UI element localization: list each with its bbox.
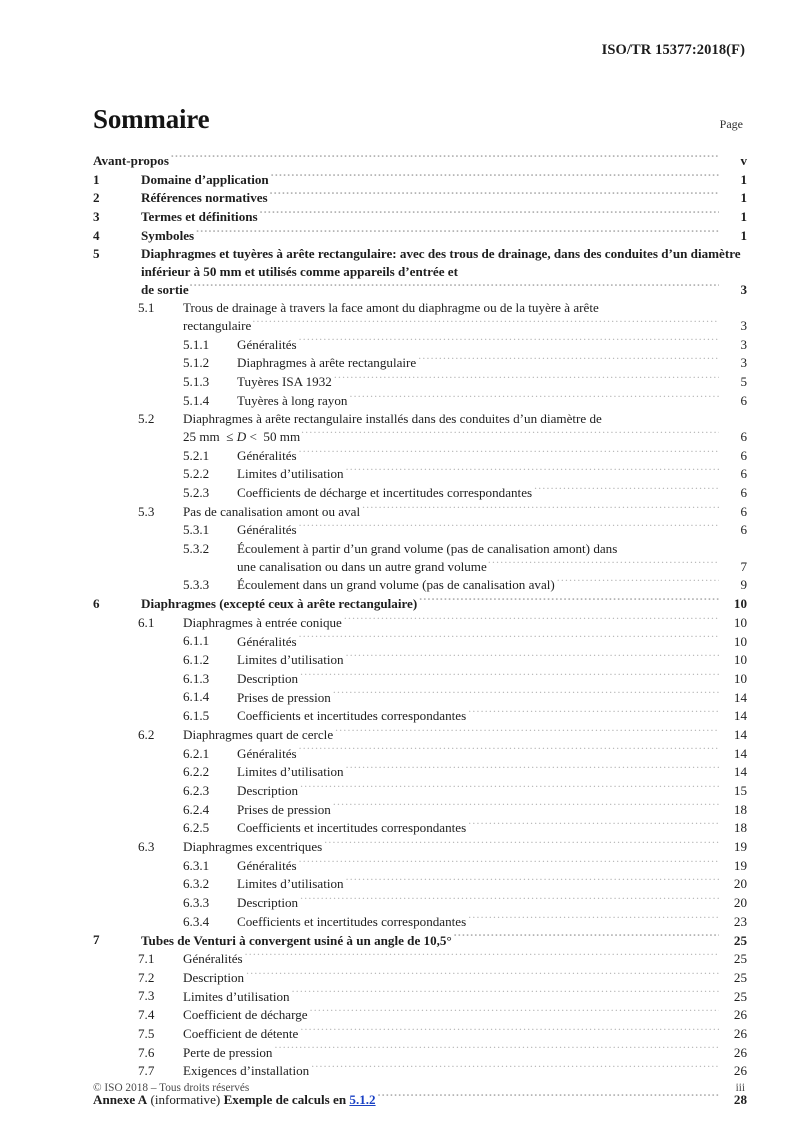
toc-entry-label: Généralités: [237, 745, 297, 761]
toc-entry-body: [183, 1062, 747, 1080]
toc-entry-body: [141, 931, 747, 949]
toc-entry-label: Diaphragmes quart de cercle: [183, 726, 334, 742]
toc-dot-leader: [292, 987, 719, 1000]
toc-dot-leader: [346, 651, 719, 664]
toc-dot-leader: [271, 171, 719, 184]
toc-entry-label: Coefficient de détente: [183, 1025, 299, 1041]
toc-dot-leader: [346, 763, 719, 776]
toc-entry-body: [93, 152, 747, 170]
toc-entry[interactable]: [93, 540, 747, 575]
table-of-contents: [93, 152, 747, 1110]
toc-entry-body: [237, 707, 747, 725]
toc-entry-body: [237, 521, 747, 539]
toc-entry-number: 2: [93, 190, 100, 206]
toc-entry-number: 5.1.1: [183, 336, 210, 352]
toc-entry-number: 5.3.1: [183, 522, 210, 538]
toc-entry-number: 7.3: [138, 988, 155, 1004]
toc-page-number: 10: [733, 614, 747, 630]
toc-entry-body: [237, 745, 747, 763]
annexe-cross-reference-link[interactable]: 5.1.2: [349, 1092, 376, 1107]
toc-entry-body: [237, 392, 747, 410]
toc-dot-leader: [333, 688, 719, 701]
toc-entry[interactable]: [93, 373, 747, 391]
toc-dot-leader: [299, 336, 719, 349]
toc-entry-body: [237, 819, 747, 837]
toc-dot-leader: [488, 558, 719, 571]
toc-dot-leader: [190, 281, 719, 294]
toc-dot-leader: [311, 1062, 719, 1075]
toc-entry-body: [183, 726, 747, 744]
toc-entry-number: 6.3.4: [183, 913, 210, 929]
toc-page-number: 5: [740, 374, 747, 390]
toc-entry[interactable]: [93, 614, 747, 632]
toc-page-number: 25: [733, 932, 747, 948]
toc-dot-leader: [324, 838, 719, 851]
toc-entry-label: Tuyères à long rayon: [237, 392, 348, 408]
toc-entry-label-lastline-row: [141, 281, 747, 299]
toc-entry-label: Généralités: [237, 857, 297, 873]
toc-page-number: 14: [733, 764, 747, 780]
toc-dot-leader: [534, 484, 719, 497]
toc-entry-number: 7.6: [138, 1044, 155, 1060]
toc-dot-leader: [245, 950, 719, 963]
toc-entry-label: Coefficients et incertitudes correspondantes: [237, 820, 467, 836]
toc-dot-leader: [334, 373, 719, 386]
toc-entry-number: 5.3.2: [183, 541, 210, 557]
toc-entry-number: 6.3: [138, 838, 155, 854]
toc-entry-label-lastline: 25 mm ≤ D < 50 mm: [183, 429, 301, 445]
toc-entry-label: Diaphragmes (excepté ceux à arête rectangulaire): [141, 596, 418, 612]
toc-entry[interactable]: [93, 1006, 747, 1024]
toc-page-number: 10: [733, 633, 747, 649]
toc-entry-number: 5.2: [138, 411, 155, 427]
toc-page-number: 25: [733, 951, 747, 967]
toc-entry-label-lastline-row: [183, 428, 747, 446]
toc-page-number: 26: [733, 1025, 747, 1041]
toc-entry-label: Limites d’utilisation: [237, 652, 344, 668]
toc-entry-number: 5.3.3: [183, 577, 210, 593]
toc-entry-body: [237, 336, 747, 354]
toc-dot-leader: [419, 595, 719, 608]
document-footer: [93, 1082, 745, 1094]
toc-entry-number: 6.2.2: [183, 764, 210, 780]
toc-page-number: 3: [740, 281, 747, 297]
toc-entry-body: [237, 540, 747, 575]
toc-title-row: [93, 104, 745, 135]
toc-entry-number: 5.1.3: [183, 373, 210, 389]
toc-page-number: 10: [733, 596, 747, 612]
toc-entry[interactable]: [93, 1062, 747, 1080]
toc-page-number: v: [740, 153, 747, 169]
toc-entry[interactable]: [93, 894, 747, 912]
toc-entry-number: 4: [93, 227, 100, 243]
toc-entry-label: Diaphragmes à arête rectangulaire installés dans des conduites d’un diamètre de: [183, 411, 602, 427]
toc-entry-label: Perte de pression: [183, 1044, 273, 1060]
toc-dot-leader: [171, 152, 719, 165]
toc-entry-number: 5.1.2: [183, 355, 210, 371]
annexe-qualifier: (informative): [147, 1092, 224, 1107]
toc-entry[interactable]: [93, 354, 747, 372]
toc-entry-number: 5.2.2: [183, 466, 210, 482]
toc-dot-leader: [299, 521, 719, 534]
toc-entry-number: 6.1.1: [183, 633, 210, 649]
toc-entry-number: 7.5: [138, 1025, 155, 1041]
toc-entry-body: [183, 299, 747, 334]
toc-entry[interactable]: [93, 651, 747, 669]
toc-entry-body: [141, 189, 747, 207]
toc-entry[interactable]: [93, 299, 747, 334]
toc-entry-label-lastline: une canalisation ou dans un autre grand volume: [237, 558, 487, 574]
document-number: ISO/TR 15377:2018(F): [601, 42, 745, 58]
toc-entry[interactable]: [93, 857, 747, 875]
toc-entry[interactable]: [93, 189, 747, 207]
toc-entry-label: Description: [237, 895, 299, 911]
toc-entry-body: [141, 208, 747, 226]
toc-entry-body: [183, 969, 747, 987]
toc-entry-body: [237, 373, 747, 391]
toc-entry[interactable]: [93, 801, 747, 819]
toc-entry-label: Exigences d’installation: [183, 1063, 310, 1079]
toc-entry[interactable]: [93, 171, 747, 189]
toc-entry-label: Diaphragmes à arête rectangulaire: [237, 355, 417, 371]
toc-page-number: 9: [740, 577, 747, 593]
toc-dot-leader: [454, 931, 719, 944]
toc-page-number: 25: [733, 988, 747, 1004]
toc-page-number: 20: [733, 895, 747, 911]
toc-dot-leader: [346, 875, 719, 888]
toc-entry-body: [183, 1025, 747, 1043]
toc-page-number: 1: [740, 209, 747, 225]
toc-dot-leader: [301, 428, 719, 441]
toc-dot-leader: [260, 208, 719, 221]
toc-entry-body: [183, 1044, 747, 1062]
toc-entry-body: [237, 632, 747, 650]
toc-entry-body: [183, 838, 747, 856]
toc-dot-leader: [300, 1025, 719, 1038]
toc-page-number: 6: [740, 447, 747, 463]
toc-dot-leader: [468, 913, 719, 926]
toc-page-number: 6: [740, 485, 747, 501]
toc-entry-label: Généralités: [237, 633, 297, 649]
toc-dot-leader: [344, 614, 719, 627]
toc-entry-number: 6.1.5: [183, 708, 210, 724]
toc-entry-label: Prises de pression: [237, 689, 331, 705]
toc-entry-label-lastline-row: [237, 558, 747, 576]
toc-dot-leader: [246, 969, 719, 982]
toc-entry-label: Description: [237, 783, 299, 798]
toc-page-number: 1: [740, 190, 747, 206]
toc-dot-leader: [299, 857, 719, 870]
toc-entry-number: 6.2.4: [183, 801, 210, 817]
toc-page-number: 6: [740, 466, 747, 482]
toc-entry-number: 5: [93, 246, 100, 262]
toc-entry-label-lastline: de sortie: [141, 281, 189, 297]
toc-entry[interactable]: [93, 707, 747, 725]
toc-entry[interactable]: [93, 208, 747, 226]
toc-entry-number: 7.1: [138, 951, 155, 967]
toc-dot-leader: [468, 819, 719, 832]
toc-entry[interactable]: [93, 1025, 747, 1043]
toc-page-number: 20: [733, 876, 747, 892]
toc-entry-body: [237, 447, 747, 465]
toc-entry[interactable]: [93, 392, 747, 410]
document-header: [93, 42, 745, 59]
toc-entry-label: Tuyères ISA 1932: [237, 374, 332, 390]
toc-entry-label: Coefficients et incertitudes correspondantes: [237, 708, 467, 724]
toc-entry-number: 5.1.4: [183, 392, 210, 408]
toc-entry-label: Prises de pression: [237, 801, 331, 817]
toc-entry-label: Généralités: [237, 336, 297, 352]
toc-entry[interactable]: [93, 336, 747, 354]
toc-entry-label: Écoulement à partir d’un grand volume (pas de canalisation amont) dans: [237, 541, 618, 557]
toc-entry-label: Limites d’utilisation: [237, 876, 344, 892]
toc-entry[interactable]: [93, 931, 747, 949]
toc-dot-leader: [333, 801, 719, 814]
toc-entry-label: Tubes de Venturi à convergent usiné à un angle de 10,5°: [141, 932, 452, 948]
toc-entry-number: 1: [93, 171, 100, 187]
toc-page-number: 19: [733, 857, 747, 873]
toc-entry[interactable]: [93, 152, 747, 170]
toc-dot-leader: [418, 354, 719, 367]
toc-page-number: 6: [740, 503, 747, 519]
toc-entry[interactable]: [93, 838, 747, 856]
toc-entry-label: Description: [183, 969, 245, 985]
toc-dot-leader: [335, 726, 719, 739]
toc-entry-label: Limites d’utilisation: [237, 764, 344, 780]
toc-dot-leader: [196, 227, 719, 240]
toc-entry-body: [237, 763, 747, 781]
toc-entry[interactable]: [93, 670, 747, 688]
toc-dot-leader: [252, 317, 719, 330]
toc-entry-body: [237, 782, 747, 800]
toc-entry-number: 5.2.3: [183, 485, 210, 500]
toc-entry-label: Références normatives: [141, 190, 268, 206]
toc-page-number: 23: [733, 913, 747, 929]
page-column-header: Page: [719, 117, 743, 131]
toc-entry-number: 6: [93, 596, 100, 612]
toc-entry-body: [141, 227, 747, 245]
toc-entry-number: 3: [93, 209, 100, 225]
toc-entry-label: Diaphragmes et tuyères à arête rectangulaire: avec des trous de drainage, dans des conduites d’un diamètre inférieur à 50 mm et utilisés comme appareils d’entrée et: [141, 246, 741, 280]
toc-entry[interactable]: [93, 763, 747, 781]
toc-entry-body: [237, 576, 747, 594]
toc-entry-number: 5.1: [138, 300, 155, 316]
copyright-notice: © ISO 2018 – Tous droits réservés: [93, 1082, 250, 1094]
toc-entry-label: Limites d’utilisation: [237, 466, 344, 482]
toc-entry-body: [183, 950, 747, 968]
toc-dot-leader: [346, 465, 719, 478]
toc-dot-leader: [300, 782, 719, 795]
toc-entry[interactable]: [93, 632, 747, 650]
toc-entry-number: 6.1: [138, 614, 155, 630]
annexe-title: Exemple de calculs en: [223, 1092, 350, 1107]
annexe-prefix: Annexe A: [93, 1092, 148, 1107]
toc-entry-body: [141, 245, 747, 298]
toc-page-number: 1: [740, 227, 747, 243]
toc-entry[interactable]: [93, 245, 747, 298]
toc-entry-label-lastline-row: [183, 317, 747, 335]
toc-entry-label: Généralités: [183, 951, 243, 967]
toc-dot-leader: [468, 707, 719, 720]
toc-page-number: 19: [733, 839, 747, 855]
page-folio: iii: [735, 1082, 745, 1094]
toc-dot-leader: [300, 894, 719, 907]
toc-entry-body: [141, 595, 747, 613]
toc-entry-label: Pas de canalisation amont ou aval: [183, 503, 361, 519]
toc-entry-body: [237, 857, 747, 875]
toc-entry-number: 7: [93, 932, 100, 948]
toc-entry-body: [237, 913, 747, 931]
toc-entry-label: Trous de drainage à travers la face amont du diaphragme ou de la tuyère à arête: [183, 300, 599, 316]
toc-page-number: 26: [733, 1007, 747, 1023]
toc-entry[interactable]: [93, 227, 747, 245]
toc-entry[interactable]: [93, 503, 747, 521]
toc-page-number: 18: [733, 801, 747, 817]
toc-entry-number: 6.2.3: [183, 782, 210, 798]
toc-entry-label: Description: [237, 670, 299, 686]
toc-entry[interactable]: [93, 576, 747, 594]
toc-entry-body: [183, 614, 747, 632]
toc-entry-number: 5.2.1: [183, 447, 210, 463]
toc-entry-body: [183, 503, 747, 521]
toc-entry-label: Généralités: [237, 447, 297, 463]
toc-entry-body: [237, 688, 747, 706]
toc-entry-number: 5.3: [138, 503, 155, 519]
toc-entry[interactable]: [93, 969, 747, 987]
toc-page-number: 6: [740, 429, 747, 445]
toc-entry-number: 6.2.5: [183, 820, 210, 836]
toc-page-number: 18: [733, 820, 747, 836]
toc-entry-label: Termes et définitions: [141, 209, 258, 225]
toc-entry-number: 6.1.4: [183, 689, 210, 705]
toc-entry-label: Coefficients de décharge et incertitudes correspondantes: [237, 485, 533, 501]
toc-entry-number: 7.4: [138, 1007, 155, 1023]
toc-entry-number: 6.2: [138, 726, 155, 742]
toc-entry[interactable]: [93, 819, 747, 837]
toc-entry-label: Avant-propos: [93, 153, 169, 169]
toc-entry-body: [237, 354, 747, 372]
toc-entry-label: Limites d’utilisation: [183, 988, 290, 1004]
toc-entry-label: Diaphragmes excentriques: [183, 839, 323, 855]
toc-page-number: 25: [733, 969, 747, 985]
toc-entry[interactable]: [93, 987, 747, 1005]
toc-dot-leader: [557, 576, 719, 589]
toc-dot-leader: [270, 189, 719, 202]
toc-page-number: 26: [733, 1044, 747, 1060]
toc-entry-body: [237, 875, 747, 893]
toc-entry[interactable]: [93, 688, 747, 706]
toc-page-number: 14: [733, 726, 747, 742]
toc-dot-leader: [300, 670, 719, 683]
toc-page-number: 6: [740, 392, 747, 408]
toc-entry-body: [237, 484, 747, 502]
toc-page-number: 10: [733, 670, 747, 686]
toc-entry-label: Symboles: [141, 227, 195, 243]
toc-entry-body: [141, 171, 747, 189]
toc-dot-leader: [274, 1044, 719, 1057]
toc-page-number: 28: [733, 1092, 747, 1107]
toc-entry[interactable]: [93, 465, 747, 483]
toc-page-number: 7: [740, 558, 747, 574]
toc-entry-body: [237, 670, 747, 688]
toc-entry-label: Coefficient de décharge: [183, 1007, 308, 1023]
toc-page-number: 3: [740, 318, 747, 333]
toc-dot-leader: [299, 745, 719, 758]
page-title: Sommaire: [93, 104, 210, 134]
toc-entry-body: [237, 801, 747, 819]
toc-page-number: 15: [733, 783, 747, 798]
toc-entry-body: [237, 465, 747, 483]
toc-entry[interactable]: [93, 521, 747, 539]
toc-entry[interactable]: [93, 447, 747, 465]
toc-dot-leader: [349, 392, 719, 405]
toc-entry-label: Coefficients et incertitudes correspondantes: [237, 913, 467, 929]
toc-entry-number: 6.1.3: [183, 670, 210, 686]
toc-entry-number: 7.7: [138, 1063, 155, 1079]
toc-entry-number: 6.3.1: [183, 857, 210, 873]
toc-entry-number: 6.3.2: [183, 876, 210, 892]
toc-entry-label-lastline: rectangulaire: [183, 318, 252, 333]
toc-page-number: 26: [733, 1063, 747, 1079]
toc-entry-label: Diaphragmes à entrée conique: [183, 614, 342, 630]
toc-entry[interactable]: [93, 726, 747, 744]
toc-entry-label: Écoulement dans un grand volume (pas de canalisation aval): [237, 577, 555, 593]
toc-page-number: 14: [733, 745, 747, 761]
toc-entry-body: [183, 410, 747, 445]
toc-dot-leader: [310, 1006, 719, 1019]
toc-entry[interactable]: [93, 1044, 747, 1062]
toc-entry-label: Domaine d’application: [141, 171, 269, 187]
toc-entry-number: 6.3.3: [183, 895, 210, 911]
toc-entry[interactable]: [93, 875, 747, 893]
toc-entry-body: [183, 987, 747, 1005]
toc-entry[interactable]: [93, 745, 747, 763]
toc-entry-number: 7.2: [138, 969, 155, 985]
toc-page-number: 14: [733, 689, 747, 705]
toc-entry-body: [183, 1006, 747, 1024]
toc-entry[interactable]: [93, 484, 747, 502]
toc-entry[interactable]: [93, 410, 747, 445]
toc-page-number: 3: [740, 336, 747, 352]
toc-entry[interactable]: [93, 782, 747, 800]
toc-entry[interactable]: [93, 913, 747, 931]
toc-page-number: 6: [740, 522, 747, 538]
toc-page-number: 1: [740, 171, 747, 187]
toc-entry-number: 6.2.1: [183, 745, 210, 761]
toc-entry-number: 6.1.2: [183, 652, 210, 668]
toc-entry-label: Généralités: [237, 522, 297, 538]
toc-entry[interactable]: [93, 950, 747, 968]
toc-page-number: 3: [740, 355, 747, 371]
toc-dot-leader: [299, 447, 719, 460]
toc-entry-body: [237, 894, 747, 912]
toc-page-number: 14: [733, 708, 747, 724]
toc-entry-body: [237, 651, 747, 669]
toc-entry[interactable]: [93, 595, 747, 613]
toc-page-number: 10: [733, 652, 747, 668]
toc-dot-leader: [362, 503, 719, 516]
toc-dot-leader: [299, 632, 719, 645]
